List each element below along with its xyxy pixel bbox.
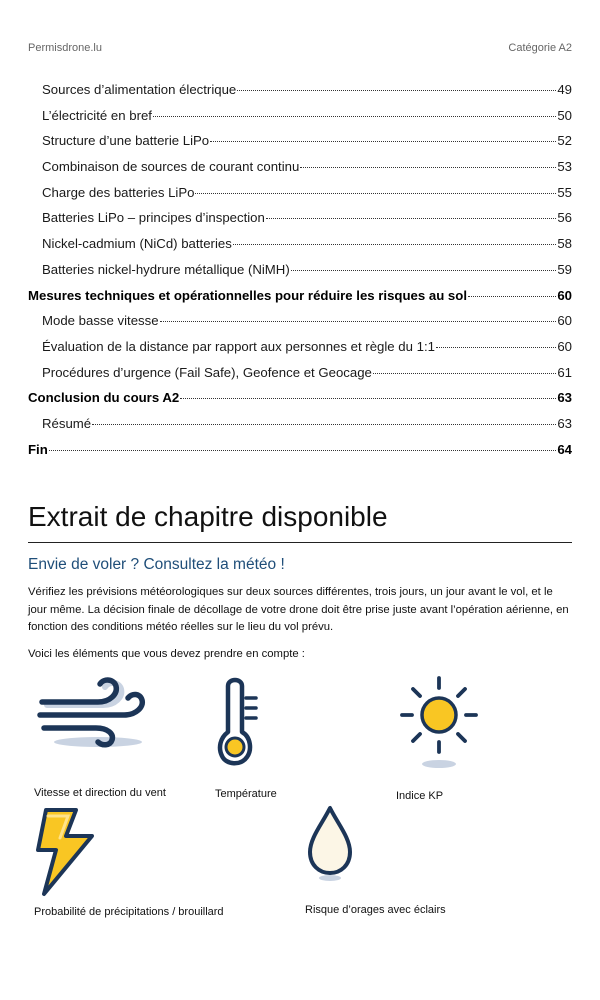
toc-entry-title: L’électricité en bref: [42, 107, 152, 123]
dot-leader: [49, 450, 557, 451]
toc-entry-page: 53: [557, 159, 572, 175]
toc-entry-page: 60: [557, 313, 572, 329]
toc-entry[interactable]: [28, 262, 572, 288]
lightning-icon: [32, 806, 98, 898]
wind-icon: [36, 676, 154, 750]
toc-entry-title: Résumé: [42, 415, 92, 431]
title-rule: [28, 542, 572, 543]
caption-precipitation: Probabilité de précipitations / brouillard: [34, 906, 224, 918]
toc-entry-title: Conclusion du cours A2: [28, 390, 180, 406]
dot-leader: [210, 141, 556, 142]
toc-entry-title: Combinaison de sources de courant continu: [42, 159, 300, 175]
toc-entry-page: 60: [557, 287, 572, 303]
toc-entry-page: 58: [557, 236, 572, 252]
page-header-category: Catégorie A2: [508, 42, 572, 54]
toc-entry-title: Batteries LiPo – principes d’inspection: [42, 210, 265, 226]
toc-entry-title: Mode basse vitesse: [42, 313, 159, 329]
toc-entry[interactable]: [28, 339, 572, 365]
dot-leader: [233, 244, 557, 245]
body-paragraph: Vérifiez les prévisions météorologiques sur deux sources différentes, trois jours, un jour avant le vol, et le jour même. La décision finale de décollage de votre drone doit être prise juste avant l’opération aérienne, en fonction des conditions météo réelles sur le lieu du vol prévu.: [28, 586, 569, 633]
dot-leader: [300, 167, 556, 168]
chapter-title: Extrait de chapitre disponible: [28, 501, 388, 532]
toc-entry-page: 63: [557, 390, 572, 406]
toc-entry-page: 52: [557, 133, 572, 149]
toc-entry-title: Nickel-cadmium (NiCd) batteries: [42, 236, 232, 252]
dot-leader: [237, 90, 556, 91]
table-of-contents: [28, 82, 572, 467]
toc-chapter-entry[interactable]: [28, 442, 572, 468]
dot-leader: [180, 398, 556, 399]
section-heading: Envie de voler ? Consultez la météo !: [28, 556, 285, 573]
toc-entry-page: 50: [557, 107, 572, 123]
dot-leader: [373, 373, 556, 374]
toc-entry[interactable]: [28, 185, 572, 211]
toc-entry[interactable]: [28, 313, 572, 339]
toc-entry-page: 60: [557, 338, 572, 354]
toc-entry-title: Fin: [28, 441, 48, 457]
toc-entry-page: 59: [557, 261, 572, 277]
raindrop-icon: [302, 802, 358, 882]
toc-entry-title: Structure d’une batterie LiPo: [42, 133, 210, 149]
toc-entry[interactable]: [28, 365, 572, 391]
caption-wind: Vitesse et direction du vent: [34, 787, 166, 799]
caption-kp-index: Indice KP: [396, 790, 444, 802]
dot-leader: [195, 193, 556, 194]
dot-leader: [266, 218, 556, 219]
toc-entry[interactable]: [28, 133, 572, 159]
toc-entry-page: 55: [557, 184, 572, 200]
toc-entry-page: 49: [557, 82, 572, 97]
dot-leader: [436, 347, 556, 348]
toc-entry-title: Procédures d’urgence (Fail Safe), Geofence et Geocage: [42, 364, 372, 380]
dot-leader: [291, 270, 557, 271]
dot-leader: [92, 424, 556, 425]
dot-leader: [160, 321, 557, 322]
toc-entry-page: 63: [557, 415, 572, 431]
toc-entry[interactable]: [28, 159, 572, 185]
toc-entry-page: 61: [557, 364, 572, 380]
toc-entry-page: 64: [557, 441, 572, 457]
toc-entry-title: Évaluation de la distance par rapport aux personnes et règle du 1:1: [42, 338, 435, 354]
dot-leader: [153, 116, 556, 117]
toc-entry-title: Sources d’alimentation électrique: [42, 82, 237, 97]
toc-entry[interactable]: [28, 416, 572, 442]
sun-icon: [396, 674, 482, 770]
toc-entry[interactable]: [28, 236, 572, 262]
toc-entry-title: Charge des batteries LiPo: [42, 184, 195, 200]
caption-thunderstorm: Risque d’orages avec éclairs: [305, 904, 446, 916]
toc-entry[interactable]: [28, 108, 572, 134]
toc-entry[interactable]: [28, 210, 572, 236]
intro-text: Voici les éléments que vous devez prendre en compte :: [28, 648, 305, 660]
page-header-site: Permisdrone.lu: [28, 42, 102, 54]
thermometer-icon: [214, 674, 266, 772]
toc-entry-title: Mesures techniques et opérationnelles pour réduire les risques au sol: [28, 287, 467, 303]
toc-entry-page: 56: [557, 210, 572, 226]
dot-leader: [468, 296, 556, 297]
toc-chapter-entry[interactable]: [28, 288, 572, 314]
toc-chapter-entry[interactable]: [28, 390, 572, 416]
toc-entry[interactable]: [28, 82, 572, 108]
toc-entry-title: Batteries nickel-hydrure métallique (NiMH): [42, 261, 290, 277]
caption-temperature: Température: [215, 788, 277, 800]
